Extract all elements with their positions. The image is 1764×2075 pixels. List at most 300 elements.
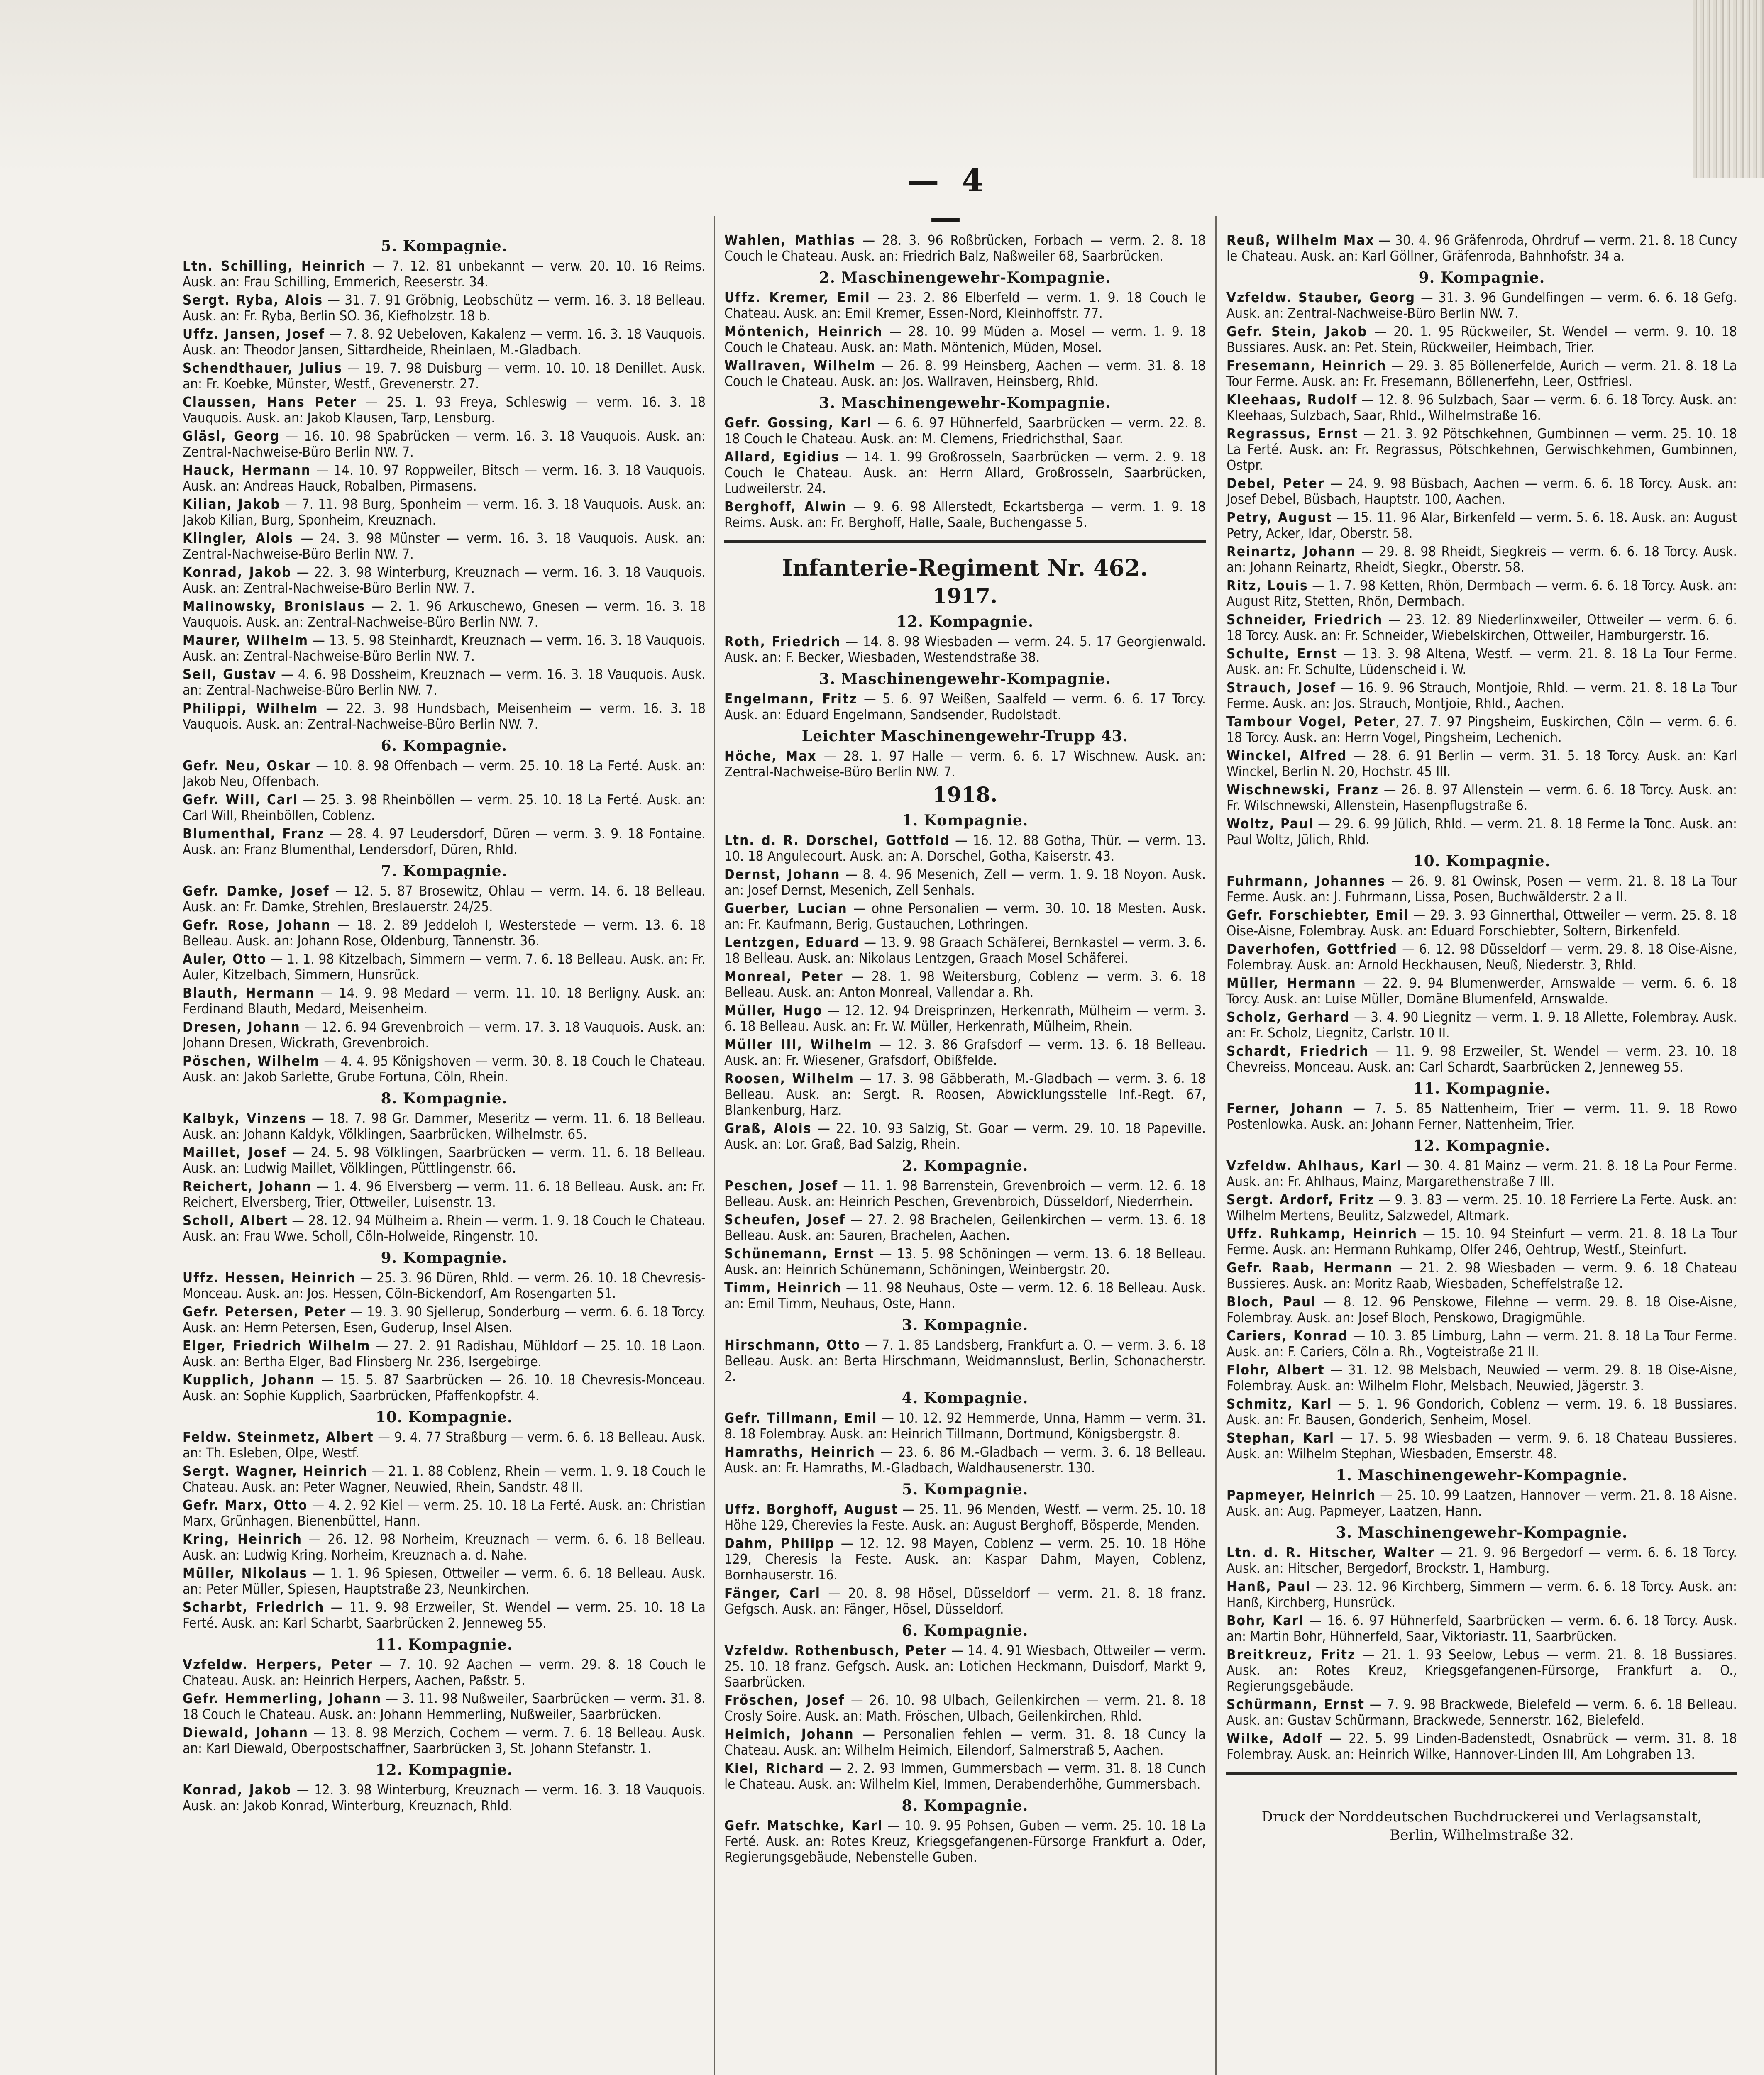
casualty-entry [1226,1579,1737,1610]
soldier-name: Wilke, Adolf [1226,1730,1323,1746]
entry-details: — 9. 3. 83 — verm. 25. 10. 18 Ferriere La Ferte. Ausk. an: Wilhelm Mertens, Beulitz, Salzwedel, Altmark. [1226,1191,1737,1223]
entry-details: — 29. 3. 85 Böllenerfelde, Aurich — verm. 21. 8. 18 La Tour Ferme. Ausk. an: Fr. Fresemann, Böllenerfehn, Leer, Ostfriesl. [1226,357,1737,389]
soldier-name: Vzfeldw. Ahlhaus, Karl [1226,1157,1402,1174]
entry-details: — 28. 4. 97 Leudersdorf, Düren — verm. 3. 9. 18 Fontaine. Ausk. an: Franz Blumenthal, Lendersdorf, Düren, Rhld. [183,825,706,857]
year-heading: 1918. [932,782,998,807]
soldier-name: Reichert, Johann [183,1178,312,1194]
entry-details: — ohne Personalien — verm. 30. 10. 18 Mesten. Ausk. an: Fr. Kaufmann, Berig, Gustauchen, Lothringen. [724,900,1206,932]
soldier-name: Dresen, Johann [183,1019,301,1035]
casualty-entry [724,1760,1206,1792]
entry-details: — 30. 4. 81 Mainz — verm. 21. 8. 18 La Pour Ferme. Ausk. an: Fr. Ahlhaus, Mainz, Margarethenstraße 7 III. [1226,1157,1737,1189]
entry-details: — 20. 8. 98 Hösel, Düsseldorf — verm. 21. 8. 18 franz. Gefgsch. Ausk. an: Fänger, Hösel, Düsseldorf. [724,1585,1206,1617]
entry-details: — 11. 9. 98 Erzweiler, St. Wendel — verm. 23. 10. 18 Chevreiss, Monceau. Ausk. an: Carl Schardt, Saarbrücken 2, Jenneweg 55. [1226,1043,1737,1075]
company-heading: 1. Maschinengewehr-Kompagnie. [1336,1467,1628,1484]
casualty-entry [1226,392,1737,423]
soldier-name: Gefr. Tillmann, Emil [724,1410,877,1426]
soldier-name: Wallraven, Wilhelm [724,357,876,374]
casualty-entry [183,1019,706,1051]
casualty-entry [724,290,1206,321]
entry-details: — 12. 3. 86 Grafsdorf — verm. 13. 6. 18 Belleau. Ausk. an: Fr. Wiesener, Grafsdorf, Obißfelde. [724,1036,1206,1068]
entry-details: — 21. 2. 98 Wiesbaden — verm. 9. 6. 18 Chateau Bussieres. Ausk. an: Moritz Raab, Wiesbaden, Scheffelstraße 12. [1226,1260,1737,1291]
soldier-name: Graß, Alois [724,1120,812,1136]
casualty-entry [724,1003,1206,1034]
casualty-entry [1226,1260,1737,1291]
entry-details: — 10. 12. 92 Hemmerde, Unna, Hamm — verm. 31. 8. 18 Folembray. Ausk. an: Heinrich Tillmann, Dortmund, Königsbergstr. 8. [724,1410,1206,1442]
casualty-entry [724,691,1206,723]
entry-details: — 23. 12. 96 Kirchberg, Simmern — verm. 6. 6. 18 Torcy. Ausk. an: Hanß, Kirchberg, Hunsrück. [1226,1578,1737,1610]
soldier-name: Kiel, Richard [724,1760,825,1776]
casualty-entry [724,358,1206,389]
soldier-name: Bloch, Paul [1226,1294,1317,1310]
soldier-name: Papmeyer, Heinrich [1226,1487,1376,1503]
soldier-name: Reuß, Wilhelm Max [1226,232,1375,248]
entry-details: — 23. 2. 86 Elberfeld — verm. 1. 9. 18 Couch le Chateau. Ausk. an: Emil Kremer, Essen-Nord, Kleinhoffstr. 77. [724,289,1206,321]
entry-details: — 15. 10. 94 Steinfurt — verm. 21. 8. 18 La Tour Ferme. Ausk. an: Hermann Ruhkamp, Olfer 246, Oehtrup, Westf., Steinfurt. [1226,1225,1737,1257]
soldier-name: Maillet, Josef [183,1144,287,1160]
soldier-name: Kring, Heinrich [183,1531,302,1547]
entry-details: — 7. 9. 98 Brackwede, Bielefeld — verm. 6. 6. 18 Belleau. Ausk. an: Gustav Schürmann, Brackwede, Sennerstr. 162, Bielefeld. [1226,1696,1737,1728]
section-divider [724,540,1206,543]
casualty-entry [724,1071,1206,1118]
soldier-name: Müller, Hermann [1226,975,1356,991]
soldier-name: Tambour Vogel, Peter [1226,713,1396,730]
entry-details: — 10. 8. 98 Offenbach — verm. 25. 10. 18 La Ferté. Ausk. an: Jakob Neu, Offenbach. [183,757,706,789]
casualty-entry [724,1692,1206,1724]
casualty-entry [724,969,1206,1000]
soldier-name: Debel, Peter [1226,475,1325,491]
casualty-entry [1226,907,1737,939]
casualty-entry [183,428,706,460]
entry-details: — 22. 3. 98 Hundsbach, Meisenheim — verm. 16. 3. 18 Vauquois. Ausk. an: Zentral-Nachweise-Büro Berlin NW. 7. [183,700,706,732]
entry-details: — 12. 12. 94 Dreisprinzen, Herkenrath, Mülheim — verm. 3. 6. 18 Belleau. Ausk. an: Fr. W. Müller, Herkenrath, Mülheim, Rhein. [724,1002,1206,1034]
casualty-entry [183,496,706,528]
casualty-entry [1226,816,1737,847]
entry-details: — 23. 12. 89 Niederlinxweiler, Ottweiler — verm. 6. 6. 18 Torcy. Ausk. an: Fr. Schneider, Wiebelskirchen, Ottweiler, Hamburgerstr. 16. [1226,611,1737,643]
entry-details: — 25. 11. 96 Menden, Westf. — verm. 25. 10. 18 Höhe 129, Cherevies la Feste. Ausk. an: August Berghoff, Bösperde, Menden. [724,1501,1206,1533]
casualty-entry [183,1179,706,1210]
soldier-name: Gefr. Neu, Oskar [183,757,311,774]
entry-details: — 26. 8. 99 Heinsberg, Aachen — verm. 31. 8. 18 Couch le Chateau. Ausk. an: Jos. Wallraven, Heinsberg, Rhld. [724,357,1206,389]
soldier-name: Roosen, Wilhelm [724,1070,854,1086]
entry-details: — 13. 8. 98 Merzich, Cochem — verm. 7. 6. 18 Belleau. Ausk. an: Karl Diewald, Oberpostschaffner, Saarbrücken 3, St. Johann Stefanstr. 1. [183,1724,706,1756]
entry-details: — 31. 7. 91 Gröbnig, Leobschütz — verm. 16. 3. 18 Belleau. Ausk. an: Fr. Ryba, Berlin SO. 36, Kiefholzstr. 18 b. [183,292,706,324]
soldier-name: Auler, Otto [183,951,267,967]
casualty-entry [183,666,706,698]
company-heading: Leichter Maschinengewehr-Trupp 43. [801,727,1129,745]
company-heading: 1. Kompagnie. [902,812,1029,829]
casualty-entry [183,985,706,1017]
casualty-entry [183,530,706,562]
soldier-name: Vzfeldw. Herpers, Peter [183,1656,373,1672]
soldier-name: Schmitz, Karl [1226,1396,1332,1412]
entry-details: — 7. 8. 92 Uebeloven, Kakalenz — verm. 16. 3. 18 Vauquois. Ausk. an: Theodor Jansen, Sittardheide, Rheinlaen, M.-Gladbach. [183,326,706,358]
company-heading: 5. Kompagnie. [381,237,508,255]
soldier-name: Dernst, Johann [724,866,840,882]
casualty-entry [183,826,706,857]
entry-details: — 16. 10. 98 Spabrücken — verm. 16. 3. 18 Vauquois. Ausk. an: Zentral-Nachweise-Büro Berlin NW. 7. [183,428,706,460]
entry-details: — 22. 10. 93 Salzig, St. Goar — verm. 29. 10. 18 Papeville. Ausk. an: Lor. Graß, Bad Salzig, Rhein. [724,1120,1206,1152]
entry-details: — 24. 3. 98 Münster — verm. 16. 3. 18 Vauquois. Ausk. an: Zentral-Nachweise-Büro Berlin NW. 7. [183,530,706,562]
soldier-name: Blumenthal, Franz [183,825,325,842]
casualty-entry [183,1497,706,1529]
soldier-name: Müller, Nikolaus [183,1565,308,1581]
casualty-entry [724,1037,1206,1068]
casualty-entry [724,935,1206,966]
soldier-name: Elger, Friedrich Wilhelm [183,1338,371,1354]
soldier-name: Wischnewski, Franz [1226,781,1379,798]
soldier-name: Uffz. Borghoff, August [724,1501,898,1517]
entry-details: — 20. 1. 95 Rückweiler, St. Wendel — verm. 9. 10. 18 Bussiares. Ausk. an: Pet. Stein, Rückweiler, Heimbach, Trier. [1226,323,1737,355]
soldier-name: Wahlen, Mathias [724,232,856,248]
casualty-entry [1226,1362,1737,1394]
casualty-entry [724,499,1206,530]
casualty-entry [1226,1192,1737,1223]
casualty-entry [724,1212,1206,1243]
casualty-entry [183,1429,706,1461]
soldier-name: Allard, Egidius [724,449,840,465]
casualty-entry [183,360,706,392]
entry-details: — 11. 1. 98 Barrenstein, Grevenbroich — verm. 12. 6. 18 Belleau. Ausk. an: Heinrich Peschen, Grevenbroich, Düsseldorf, Niederrhein. [724,1177,1206,1209]
company-heading: 4. Kompagnie. [902,1389,1029,1407]
entry-details: — 4. 2. 92 Kiel — verm. 25. 10. 18 La Ferté. Ausk. an: Christian Marx, Grünhagen, Bienenbüttel, Hann. [183,1497,706,1529]
entry-details: — 22. 3. 98 Winterburg, Kreuznach — verm. 16. 3. 18 Vauquois. Ausk. an: Zentral-Nachweise-Büro Berlin NW. 7. [183,564,706,596]
entry-details: — 25. 1. 93 Freya, Schleswig — verm. 16. 3. 18 Vauquois. Ausk. an: Jakob Klausen, Tarp, Lensburg. [183,394,706,426]
entry-details: — 7. 1. 85 Landsberg, Frankfurt a. O. — verm. 3. 6. 18 Belleau. Ausk. an: Berta Hirschmann, Weidmannslust, Berlin, Schonacherstr. 2. [724,1337,1206,1384]
company-heading: 2. Maschinengewehr-Kompagnie. [819,269,1111,286]
column-rule [714,216,715,2075]
entry-details: — 11. 9. 98 Erzweiler, St. Wendel — verm. 25. 10. 18 La Ferté. Ausk. an: Karl Scharbt, Saarbrücken 2, Jenneweg 55. [183,1599,706,1631]
entry-details: — 16. 12. 88 Gotha, Thür. — verm. 13. 10. 18 Angulecourt. Ausk. an: A. Dorschel, Gotha, Kaiserstr. 43. [724,832,1206,864]
entry-details: — 18. 7. 98 Gr. Dammer, Meseritz — verm. 11. 6. 18 Belleau. Ausk. an: Johann Kaldyk, Völklingen, Saarbrücken, Wilhelmstr. 65. [183,1110,706,1142]
entry-details: — 8. 12. 96 Penskowe, Filehne — verm. 29. 8. 18 Oise-Aisne, Folembray. Ausk. an: Josef Bloch, Penskowo, Dragigmühle. [1226,1294,1737,1326]
soldier-name: Gefr. Gossing, Karl [724,415,872,431]
entry-details: — 16. 9. 96 Strauch, Montjoie, Rhld. — verm. 21. 8. 18 La Tour Ferme. Ausk. an: Jos. Strauch, Montjoie, Rhld., Aachen. [1226,679,1737,711]
entry-details: — 12. 6. 94 Grevenbroich — verm. 17. 3. 18 Vauquois. Ausk. an: Johann Dresen, Wickrath, Grevenbroich. [183,1019,706,1051]
soldier-name: Scheufen, Josef [724,1211,846,1228]
company-heading: 10. Kompagnie. [375,1409,513,1426]
casualty-entry [724,1246,1206,1277]
casualty-entry [1226,680,1737,711]
soldier-name: Vzfeldw. Rothenbusch, Peter [724,1642,947,1658]
year-heading: 1917. [932,583,998,608]
casualty-entry [183,564,706,596]
entry-details: — 1. 1. 98 Kitzelbach, Simmern — verm. 7. 6. 18 Belleau. Ausk. an: Fr. Auler, Kitzelbach, Simmern, Hunsrück. [183,951,706,983]
casualty-entry [183,1111,706,1142]
entry-details: — 17. 5. 98 Wiesbaden — verm. 9. 6. 18 Chateau Bussieres. Ausk. an: Wilhelm Stephan, Wiesbaden, Emserstr. 48. [1226,1430,1737,1462]
page-number: — 4 — [907,162,990,236]
entry-details: — 29. 8. 98 Rheidt, Siegkreis — verm. 6. 6. 18 Torcy. Ausk. an: Johann Reinartz, Rheidt, Siegkr., Oberstr. 58. [1226,543,1737,575]
entry-details: — 15. 5. 87 Saarbrücken — 26. 10. 18 Chevresis-Monceau. Ausk. an: Sophie Kupplich, Saarbrücken, Pfaffenkopfstr. 4. [183,1372,706,1404]
entry-details: — 5. 6. 97 Weißen, Saalfeld — verm. 6. 6. 17 Torcy. Ausk. an: Eduard Engelmann, Sandsender, Rudolstadt. [724,691,1206,723]
entry-details: — 4. 6. 98 Dossheim, Kreuznach — verm. 16. 3. 18 Vauquois. Ausk. an: Zentral-Nachweise-Büro Berlin NW. 7. [183,666,706,698]
entry-details: — 23. 6. 86 M.-Gladbach — verm. 3. 6. 18 Belleau. Ausk. an: Fr. Hamraths, M.-Gladbach, Waldhausenerstr. 130. [724,1444,1206,1476]
entry-details: — 14. 8. 98 Wiesbaden — verm. 24. 5. 17 Georgienwald. Ausk. an: F. Becker, Wiesbaden, Westendstraße 38. [724,633,1206,665]
soldier-name: Sergt. Ryba, Alois [183,292,323,308]
entry-details: — 2. 2. 93 Immen, Gummersbach — verm. 31. 8. 18 Cunch le Chateau. Ausk. an: Wilhelm Kiel, Immen, Derabenderhöhe, Gummersbach. [724,1760,1206,1792]
soldier-name: Heimich, Johann [724,1726,854,1742]
casualty-entry [1226,975,1737,1007]
soldier-name: Claussen, Hans Peter [183,394,357,410]
entry-details: — 28. 10. 99 Müden a. Mosel — verm. 1. 9. 18 Couch le Chateau. Ausk. an: Math. Möntenich, Müden, Mosel. [724,323,1206,355]
casualty-entry [1226,1328,1737,1360]
entry-details: — 12. 3. 98 Winterburg, Kreuznach — verm. 16. 3. 18 Vauquois. Ausk. an: Jakob Konrad, Winterburg, Kreuznach, Rhld. [183,1782,706,1814]
soldier-name: Höche, Max [724,748,817,764]
soldier-name: Hamraths, Heinrich [724,1444,875,1460]
entry-details: — 7. 10. 92 Aachen — verm. 29. 8. 18 Couch le Chateau. Ausk. an: Heinrich Herpers, Aachen, Paßstr. 5. [183,1656,706,1688]
casualty-entry [724,1726,1206,1758]
regiment-heading: Infanterie-Regiment Nr. 462. [782,554,1148,581]
soldier-name: Kalbyk, Vinzens [183,1110,307,1126]
soldier-name: Kilian, Jakob [183,496,281,512]
entry-details: — 27. 2. 98 Brachelen, Geilenkirchen — verm. 13. 6. 18 Belleau. Ausk. an: Sauren, Brachelen, Aachen. [724,1211,1206,1243]
soldier-name: Gefr. Forschiebter, Emil [1226,907,1409,923]
casualty-entry [724,324,1206,355]
printer-imprint: Berlin, Wilhelmstraße 32. [1390,1827,1574,1843]
company-heading: 8. Kompagnie. [381,1090,508,1107]
entry-details: — 12. 12. 98 Mayen, Coblenz — verm. 25. 10. 18 Höhe 129, Cheresis la Feste. Ausk. an: Kaspar Dahm, Mayen, Coblenz, Bornhauserstr. 16. [724,1535,1206,1583]
binding-strip [1693,0,1764,178]
soldier-name: Winckel, Alfred [1226,747,1347,764]
casualty-entry [1226,1043,1737,1075]
entry-details: — 25. 3. 96 Düren, Rhld. — verm. 26. 10. 18 Chevresis-Monceau. Ausk. an: Jos. Hessen, Cöln-Bickendorf, Am Rosengarten 51. [183,1269,706,1301]
entry-details: — 19. 7. 98 Duisburg — verm. 10. 10. 18 Denillet. Ausk. an: Fr. Koebke, Münster, Westf., Grevenerstr. 27. [183,360,706,392]
entry-details: — 13. 5. 98 Steinhardt, Kreuznach — verm. 16. 3. 18 Vauquois. Ausk. an: Zentral-Nachweise-Büro Berlin NW. 7. [183,632,706,664]
soldier-name: Gefr. Hemmerling, Johann [183,1690,382,1706]
casualty-entry [1226,1647,1737,1694]
soldier-name: Scholz, Gerhard [1226,1009,1350,1025]
entry-details: — 14. 9. 98 Medard — verm. 11. 10. 18 Berligny. Ausk. an: Ferdinand Blauth, Medard, Meisenheim. [183,985,706,1017]
soldier-name: Ltn. d. R. Hitscher, Walter [1226,1544,1435,1560]
casualty-entry [724,449,1206,496]
entry-details: — 7. 11. 98 Burg, Sponheim — verm. 16. 3. 18 Vauquois. Ausk. an: Jakob Kilian, Burg, Sponheim, Kreuznach. [183,496,706,528]
entry-details: — 1. 4. 96 Elversberg — verm. 11. 6. 18 Belleau. Ausk. an: Fr. Reichert, Elversberg, Trier, Ottweiler, Luisenstr. 13. [183,1178,706,1210]
casualty-entry [183,1657,706,1688]
company-heading: 3. Maschinengewehr-Kompagnie. [819,394,1111,412]
casualty-entry [724,415,1206,447]
soldier-name: Monreal, Peter [724,968,843,984]
page-top-shading [0,0,1764,174]
company-heading: 6. Kompagnie. [381,737,508,754]
casualty-entry [724,1501,1206,1533]
casualty-entry [1226,941,1737,973]
casualty-entry [724,1818,1206,1865]
casualty-entry [1226,476,1737,507]
casualty-entry [1226,1697,1737,1728]
casualty-entry [1226,1613,1737,1644]
casualty-entry [1226,358,1737,389]
soldier-name: Gefr. Matschke, Karl [724,1817,883,1833]
column-left [183,232,706,2075]
entry-details: — 17. 3. 98 Gäbberath, M.-Gladbach — verm. 3. 6. 18 Belleau. Ausk. an: Sergt. R. Roosen, Abwicklungsstelle Inf.-Regt. 67, Blankenburg, Harz. [724,1070,1206,1118]
soldier-name: Gefr. Stein, Jakob [1226,323,1368,339]
column-right [1226,232,1737,2075]
entry-details: — 26. 10. 98 Ulbach, Geilenkirchen — verm. 21. 8. 18 Crosly Soire. Ausk. an: Math. Fröschen, Ulbach, Geilenkirchen, Rhld. [724,1692,1206,1724]
section-divider [1226,1772,1737,1775]
casualty-entry [183,917,706,949]
column-middle [724,232,1206,2075]
casualty-entry [724,634,1206,665]
casualty-entry [183,1213,706,1244]
entry-details: — 10. 9. 95 Pohsen, Guben — verm. 25. 10. 18 La Ferté. Ausk. an: Rotes Kreuz, Kriegsgefangenen-Fürsorge Frankfurt a. Oder, Regierungsgebäude, Nebenstelle Guben. [724,1817,1206,1865]
entry-details: — 13. 3. 98 Altena, Westf. — verm. 21. 8. 18 La Tour Ferme. Ausk. an: Fr. Schulte, Lüdenscheid i. W. [1226,645,1737,677]
column-rule [1215,216,1217,2075]
entry-details: — 6. 6. 97 Hühnerfeld, Saarbrücken — verm. 22. 8. 18 Couch le Chateau. Ausk. an: M. Clemens, Friedrichsthal, Saar. [724,415,1206,447]
casualty-entry [724,1536,1206,1583]
entry-details: — 9. 6. 98 Allerstedt, Eckartsberga — verm. 1. 9. 18 Reims. Ausk. an: Fr. Berghoff, Halle, Saale, Buchengasse 5. [724,498,1206,530]
entry-details: — 21. 9. 96 Bergedorf — verm. 6. 6. 18 Torcy. Ausk. an: Hitscher, Bergedorf, Brockstr. 1, Hamburg. [1226,1544,1737,1576]
casualty-entry [1226,578,1737,609]
soldier-name: Woltz, Paul [1226,815,1314,832]
entry-details: — 14. 10. 97 Roppweiler, Bitsch — verm. 16. 3. 18 Vauquois. Ausk. an: Andreas Hauck, Robalben, Pirmasens. [183,462,706,494]
casualty-entry [1226,1545,1737,1576]
casualty-entry [1226,290,1737,321]
casualty-entry [183,462,706,494]
entry-details: — 1. 1. 96 Spiesen, Ottweiler — verm. 6. 6. 18 Belleau. Ausk. an: Peter Müller, Spiesen, Hauptstraße 23, Neunkirchen. [183,1565,706,1597]
soldier-name: Strauch, Josef [1226,679,1336,696]
entry-details: — 29. 6. 99 Jülich, Rhld. — verm. 21. 8. 18 Ferme la Tonc. Ausk. an: Paul Woltz, Jülich, Rhld. [1226,815,1737,847]
soldier-name: Sergt. Ardorf, Fritz [1226,1191,1374,1208]
soldier-name: Sergt. Wagner, Heinrich [183,1463,368,1479]
casualty-entry [183,1145,706,1176]
soldier-name: Cariers, Konrad [1226,1328,1348,1344]
casualty-entry [724,867,1206,898]
soldier-name: Konrad, Jakob [183,1782,292,1798]
entry-details: — 31. 3. 96 Gundelfingen — verm. 6. 6. 18 Gefg. Ausk. an: Zentral-Nachweise-Büro Berlin NW. 7. [1226,289,1737,321]
soldier-name: Scharbt, Friedrich [183,1599,325,1615]
casualty-entry [724,901,1206,932]
soldier-name: Schneider, Friedrich [1226,611,1383,627]
casualty-entry [183,258,706,290]
casualty-entry [183,394,706,426]
soldier-name: Müller, Hugo [724,1002,823,1018]
casualty-entry [724,748,1206,780]
casualty-entry [183,598,706,630]
casualty-entry [1226,426,1737,473]
entry-details: — 11. 98 Neuhaus, Oste — verm. 12. 6. 18 Belleau. Ausk. an: Emil Timm, Neuhaus, Oste, Hann. [724,1279,1206,1311]
casualty-entry [724,1178,1206,1209]
soldier-name: Daverhofen, Gottfried [1226,941,1398,957]
casualty-entry [724,232,1206,264]
company-heading: 11. Kompagnie. [1413,1080,1551,1097]
casualty-entry [183,632,706,664]
casualty-entry [1226,1294,1737,1326]
casualty-entry [1226,646,1737,677]
entry-details: — 15. 11. 96 Alar, Birkenfeld — verm. 5. 6. 18. Ausk. an: August Petry, Acker, Idar, Oberstr. 58. [1226,509,1737,541]
entry-details: — 14. 4. 91 Wiesbach, Ottweiler — verm. 25. 10. 18 franz. Gefgsch. Ausk. an: Lotichen Heckmann, Duisdorf, Markt 9, Saarbrücken. [724,1642,1206,1690]
soldier-name: Ferner, Johann [1226,1100,1344,1116]
soldier-name: Ltn. d. R. Dorschel, Gottfold [724,832,950,848]
entry-details: — 28. 3. 96 Roßbrücken, Forbach — verm. 2. 8. 18 Couch le Chateau. Ausk. an: Friedrich Balz, Naßweiler 68, Saarbrücken. [724,232,1206,264]
soldier-name: Berghoff, Alwin [724,498,847,515]
entry-details: — 30. 4. 96 Gräfenroda, Ohrdruf — verm. 21. 8. 18 Cuncy le Chateau. Ausk. an: Karl Göllner, Gräfenroda, Bahnhofstr. 34 a. [1226,232,1737,264]
entry-details: — 9. 4. 77 Straßburg — verm. 6. 6. 18 Belleau. Ausk. an: Th. Esleben, Olpe, Westf. [183,1429,706,1461]
company-heading: 8. Kompagnie. [902,1797,1029,1814]
soldier-name: Bohr, Karl [1226,1612,1304,1628]
soldier-name: Schardt, Friedrich [1226,1043,1369,1059]
entry-details: — 26. 9. 81 Owinsk, Posen — verm. 21. 8. 18 La Tour Ferme. Ausk. an: J. Fuhrmann, Lissa, Posen, Buchwälderstr. 2 a II. [1226,873,1737,905]
company-heading: 10. Kompagnie. [1413,852,1551,870]
entry-details: — 7. 5. 85 Nattenheim, Trier — verm. 11. 9. 18 Rowo Postenlowka. Ausk. an: Johann Ferner, Nattenheim, Trier. [1226,1100,1737,1132]
casualty-entry [724,1444,1206,1476]
company-heading: 12. Kompagnie. [1413,1137,1551,1155]
entry-details: — 21. 1. 93 Seelow, Lebus — verm. 21. 8. 18 Bussiares. Ausk. an: Rotes Kreuz, Kriegsgefangenen-Fürsorge, Frankfurt a. O., Regierungsgebäude. [1226,1646,1737,1694]
soldier-name: Kupplich, Johann [183,1372,315,1388]
entry-details: — 16. 6. 97 Hühnerfeld, Saarbrücken — verm. 6. 6. 18 Torcy. Ausk. an: Martin Bohr, Hühnerfeld, Saar, Viktoriastr. 11, Saarbrücken. [1226,1612,1737,1644]
soldier-name: Schulte, Ernst [1226,645,1338,662]
casualty-entry [1226,324,1737,355]
casualty-entry [1226,782,1737,813]
soldier-name: Uffz. Jansen, Josef [183,326,325,342]
company-heading: 11. Kompagnie. [375,1636,513,1653]
soldier-name: Feldw. Steinmetz, Albert [183,1429,374,1445]
company-heading: 2. Kompagnie. [902,1157,1029,1174]
casualty-entry [183,758,706,789]
entry-details: — 28. 12. 94 Mülheim a. Rhein — verm. 1. 9. 18 Couch le Chateau. Ausk. an: Frau Wwe. Scholl, Cöln-Holweide, Ringenstr. 10. [183,1212,706,1244]
soldier-name: Malinowsky, Bronislaus [183,598,366,614]
soldier-name: Gefr. Rose, Johann [183,917,331,933]
casualty-entry [1226,873,1737,905]
soldier-name: Vzfeldw. Stauber, Georg [1226,289,1416,305]
casualty-entry [183,1304,706,1335]
soldier-name: Fröschen, Josef [724,1692,845,1708]
soldier-name: Schürmann, Ernst [1226,1696,1365,1712]
casualty-entry [1226,612,1737,643]
company-heading: 5. Kompagnie. [902,1481,1029,1498]
casualty-entry [183,292,706,324]
entry-details: — 28. 6. 91 Berlin — verm. 31. 5. 18 Torcy. Ausk. an: Karl Winckel, Berlin N. 20, Hochstr. 45 III. [1226,747,1737,779]
soldier-name: Philippi, Wilhelm [183,700,318,716]
soldier-name: Reinartz, Johann [1226,543,1356,559]
soldier-name: Möntenich, Heinrich [724,323,883,339]
casualty-entry [1226,1487,1737,1519]
soldier-name: Flohr, Albert [1226,1362,1325,1378]
entry-details: — 18. 2. 89 Jeddeloh I, Westerstede — verm. 13. 6. 18 Belleau. Ausk. an: Johann Rose, Oldenburg, Tannenstr. 36. [183,917,706,949]
soldier-name: Uffz. Ruhkamp, Heinrich [1226,1225,1418,1242]
entry-details: — 31. 12. 98 Melsbach, Neuwied — verm. 29. 8. 18 Oise-Aisne, Folembray. Ausk. an: Wilhelm Flohr, Melsbach, Neuwied, Jägerstr. 3. [1226,1362,1737,1394]
soldier-name: Gefr. Petersen, Peter [183,1304,347,1320]
company-heading: 6. Kompagnie. [902,1622,1029,1639]
entry-details: — 21. 1. 88 Coblenz, Rhein — verm. 1. 9. 18 Couch le Chateau. Ausk. an: Peter Wagner, Neuwied, Rhein, Sandstr. 48 II. [183,1463,706,1495]
entry-details: — 26. 12. 98 Norheim, Kreuznach — verm. 6. 6. 18 Belleau. Ausk. an: Ludwig Kring, Norheim, Kreuznach a. d. Nahe. [183,1531,706,1563]
soldier-name: Hanß, Paul [1226,1578,1311,1594]
soldier-name: Engelmann, Fritz [724,691,858,707]
casualty-entry [183,701,706,732]
casualty-entry [183,1691,706,1722]
company-heading: 12. Kompagnie. [896,613,1034,630]
soldier-name: Gefr. Will, Carl [183,791,298,808]
entry-details: — 21. 3. 92 Pötschkehnen, Gumbinnen — verm. 25. 10. 18 La Ferté. Ausk. an: Fr. Regrassus, Pötschkehnen, Gerwischkehmen, Gumbinnen, Ostpr. [1226,425,1737,473]
entry-details: — 14. 1. 99 Großrosseln, Saarbrücken — verm. 2. 9. 18 Couch le Chateau. Ausk. an: Herrn Allard, Großrosseln, Saarbrücken, Ludweilerstr. 24. [724,449,1206,496]
casualty-entry [1226,1731,1737,1762]
casualty-entry [724,1120,1206,1152]
entry-details: — 12. 5. 87 Brosewitz, Ohlau — verm. 14. 6. 18 Belleau. Ausk. an: Fr. Damke, Strehlen, Breslauerstr. 24/25. [183,883,706,915]
company-heading: 3. Kompagnie. [902,1316,1029,1334]
entry-details: — 1. 7. 98 Ketten, Rhön, Dermbach — verm. 6. 6. 18 Torcy. Ausk. an: August Ritz, Stetten, Rhön, Dermbach. [1226,577,1737,609]
soldier-name: Müller III, Wilhelm [724,1036,872,1052]
casualty-entry [1226,1101,1737,1132]
entry-details: — 7. 12. 81 unbekannt — verw. 20. 10. 16 Reims. Ausk. an: Frau Schilling, Emmerich, Reeserstr. 34. [183,258,706,290]
casualty-entry [183,792,706,823]
entry-details: — 3. 4. 90 Liegnitz — verm. 1. 9. 18 Allette, Folembray. Ausk. an: Fr. Scholz, Liegnitz, Carlstr. 10 II. [1226,1009,1737,1041]
soldier-name: Gefr. Damke, Josef [183,883,330,899]
company-heading: 12. Kompagnie. [375,1761,513,1779]
soldier-name: Schünemann, Ernst [724,1245,875,1262]
casualty-entry [183,1338,706,1370]
soldier-name: Regrassus, Ernst [1226,425,1358,442]
entry-details: — 22. 9. 94 Blumenwerder, Arnswalde — verm. 6. 6. 18 Torcy. Ausk. an: Luise Müller, Domäne Blumenfeld, Arnswalde. [1226,975,1737,1007]
casualty-entry [183,1463,706,1495]
casualty-entry [183,951,706,983]
